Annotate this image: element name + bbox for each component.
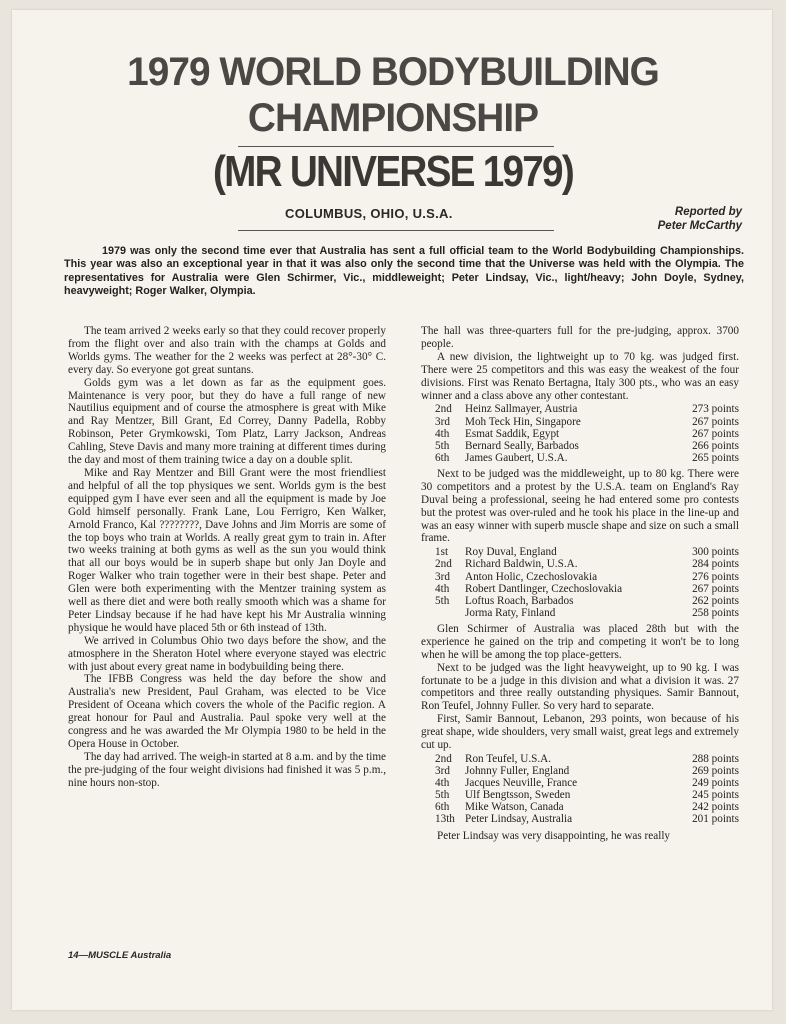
paragraph: We arrived in Columbus Ohio two days before the show, and the atmosphere in the Sheraton Hotel where everyone stayed was electric with just about every great name in bodybuilding being there.	[68, 634, 386, 673]
lightweight-results	[421, 403, 739, 463]
result-name: Esmat Saddik, Egypt	[465, 427, 560, 440]
result-row	[421, 546, 739, 558]
result-row	[421, 403, 739, 415]
paragraph: The team arrived 2 weeks early so that they could recover properly from the flight over and also train with the champs at Golds and Worlds gyms. The weather for the 2 weeks was perfect at 28°-30° C. every day. So everyone got great suntans.	[68, 325, 386, 376]
result-row	[421, 452, 739, 464]
result-name: Bernard Seally, Barbados	[465, 439, 579, 452]
result-rank: 5th	[435, 789, 450, 802]
result-row	[421, 558, 739, 570]
result-rank: 2nd	[435, 403, 452, 416]
result-name: Richard Baldwin, U.S.A.	[465, 558, 578, 571]
result-rank: 2nd	[435, 558, 452, 571]
result-row	[421, 416, 739, 428]
result-points: 242 points	[692, 801, 739, 814]
result-points: 288 points	[692, 752, 739, 765]
result-points: 265 points	[692, 451, 739, 464]
result-rank: 6th	[435, 801, 450, 814]
title-line-1: 1979 WORLD BODYBUILDING	[127, 50, 659, 94]
result-row	[421, 753, 739, 765]
result-row	[421, 813, 739, 825]
result-rank: 3rd	[435, 765, 450, 778]
result-rank: 3rd	[435, 415, 450, 428]
result-rank: 4th	[435, 777, 450, 790]
result-points: 249 points	[692, 777, 739, 790]
result-rank: 13th	[435, 813, 455, 826]
result-row	[421, 428, 739, 440]
paragraph: Glen Schirmer of Australia was placed 28th but with the experience he gained on the trip and competing it won't be to long when he will be among the top place-getters.	[421, 622, 739, 661]
result-points: 201 points	[692, 813, 739, 826]
lightheavy-results	[421, 753, 739, 826]
result-points: 276 points	[692, 570, 739, 583]
result-row	[421, 801, 739, 813]
result-rank: 5th	[435, 439, 450, 452]
result-rank: 6th	[435, 451, 450, 464]
result-name: Anton Holic, Czechoslovakia	[465, 570, 598, 583]
result-row	[421, 571, 739, 583]
result-rank: 2nd	[435, 752, 452, 765]
result-name: Jacques Neuville, France	[465, 777, 578, 790]
result-name: James Gaubert, U.S.A.	[465, 451, 568, 464]
result-name: Robert Dantlinger, Czechoslovakia	[465, 582, 623, 595]
result-row	[421, 440, 739, 452]
result-row	[421, 765, 739, 777]
result-points: 284 points	[692, 558, 739, 571]
middleweight-results	[421, 546, 739, 619]
result-name: Johnny Fuller, England	[465, 765, 570, 778]
paragraph: Peter Lindsay was very disappointing, he was really	[437, 829, 671, 842]
result-points: 266 points	[692, 439, 739, 452]
result-name: Roy Duval, England	[465, 546, 557, 559]
left-column	[68, 325, 386, 790]
result-row	[421, 789, 739, 801]
reporter-name: Peter McCarthy	[657, 220, 742, 232]
result-points: 258 points	[692, 606, 739, 619]
result-rank: 3rd	[435, 570, 450, 583]
result-points: 269 points	[692, 765, 739, 778]
title-rule-bottom	[238, 230, 554, 231]
result-name: Ulf Bengtsson, Sweden	[465, 789, 571, 802]
paragraph: The hall was three-quarters full for the pre-judging, approx. 3700 people.	[421, 325, 739, 350]
title-line-2: CHAMPIONSHIP	[247, 96, 539, 140]
title-line-3: (MR UNIVERSE 1979)	[213, 147, 573, 196]
result-row	[421, 583, 739, 595]
result-points: 300 points	[692, 546, 739, 559]
result-rank	[421, 607, 465, 619]
result-points: 267 points	[692, 427, 739, 440]
right-column	[421, 325, 739, 842]
paragraph: First, Samir Bannout, Lebanon, 293 points, won because of his great shape, wide shoulders, very small waist, great legs and extremely cut up.	[421, 713, 739, 752]
paragraph: Mike and Ray Mentzer and Bill Grant were the most friendliest and helpful of all the top physiques we sent. Worlds gym is the best equipped gym I have ever seen and all the equipment is made by Joe Gold himself personally. Frank Lane, Lou Ferrigro, Ken Walker, Arnold Franco, Kal ????????, Dave Johns and Jim Morris are some of the top boys who train at Worlds. A really great gym to train in. After two weeks training at both gyms as well as the sun you would think that all our boys would be in superb shape but only Jan Doyle and Roger Walker who train together were in their best shape. Peter and Glen were both experimenting with the Mentzer training system as well as there diet and were both really smooth which was a shame for Peter Lindsay because if he had have kept his Mr Australia winning physique he would have placed 5th or 6th instead of 13th.	[68, 466, 386, 634]
result-rank: 4th	[435, 582, 450, 595]
paragraph: Golds gym was a let down as far as the equipment goes. Maintenance is very poor, but they do have a full range of new Nautilius equipment and of course the atmosphere is great with Mike and Ray Mentzer, Bill Grant, Ed Correy, Danny Padella, Robby Robinson, Peter Grymkowski, Tom Platz, Larry Jackson, Andreas Cahling, Steve Davis and many more training at different times during the day and most of them training twice a day on a double split.	[68, 376, 386, 467]
reported-by-label: Reported by	[674, 206, 742, 218]
result-row	[421, 607, 739, 619]
result-row	[421, 777, 739, 789]
result-points: 245 points	[692, 789, 739, 802]
paragraph: Next to be judged was the middleweight, up to 80 kg. There were 30 competitors and a protest by the U.S.A. team on England's Ray Duval being a professional, seeing he had entered some pro contests but the protest was over-ruled and he took his place in the line-up and was an easy winner with superb muscle shape and size on such a small frame.	[421, 467, 739, 545]
intro-text: 1979 was only the second time ever that Australia has sent a full official team to the World Bodybuilding Championships. This year was also an exceptional year in that it was also only the second time that the Universe was held with the Olympia. The representatives for Australia were Glen Schirmer, Vic., middleweight; Peter Lindsay, Vic., light/heavy; John Doyle, Sydney, heavyweight; Roger Walker, Olympia.	[64, 245, 744, 298]
result-row	[421, 595, 739, 607]
result-name: Loftus Roach, Barbados	[465, 594, 574, 607]
result-name: Mike Watson, Canada	[465, 801, 564, 814]
paragraph: The day had arrived. The weigh-in started at 8 a.m. and by the time the pre-judging of the four weight divisions had finished it was 5 p.m., nine hours non-stop.	[68, 750, 386, 789]
location: COLUMBUS, OHIO, U.S.A.	[285, 206, 453, 221]
page-footer: 14—MUSCLE Australia	[68, 950, 172, 961]
intro-paragraph	[64, 245, 744, 299]
paragraph: The IFBB Congress was held the day before the show and Australia's new President, Paul Graham, was elected to be Vice President of Oceana which covers the whole of the Pacific region. A great honour for Paul and Australia. Paul spoke very well at the congress and he was awarded the Mr Olympia 1980 to be held in the Opera House in October.	[68, 673, 386, 750]
result-name: Peter Lindsay, Australia	[465, 813, 573, 826]
result-points: 267 points	[692, 582, 739, 595]
result-points: 267 points	[692, 415, 739, 428]
result-rank: 1st	[435, 546, 449, 559]
result-points: 262 points	[692, 594, 739, 607]
result-rank: 4th	[435, 427, 450, 440]
result-name: Moh Teck Hin, Singapore	[465, 415, 581, 428]
result-name: Heinz Sallmayer, Austria	[465, 403, 578, 416]
result-name: Jorma Raty, Finland	[465, 606, 556, 619]
result-name: Ron Teufel, U.S.A.	[465, 752, 552, 765]
result-rank: 5th	[435, 594, 450, 607]
byline	[582, 205, 742, 233]
paragraph: Next to be judged was the light heavyweight, up to 90 kg. I was fortunate to be a judge in this division and what a division it was. 27 competitors and three really outstanding physiques. Samir Bannout, Ron Teufel, Johnny Fuller. So very hard to separate.	[421, 661, 739, 713]
result-points: 273 points	[692, 403, 739, 416]
paragraph: A new division, the lightweight up to 70 kg. was judged first. There were 25 competitors and this was easy the weakest of the four divisions. First was Renato Bertagna, Italy 300 pts., who was an easy winner and a class above any other contestant.	[421, 350, 739, 402]
